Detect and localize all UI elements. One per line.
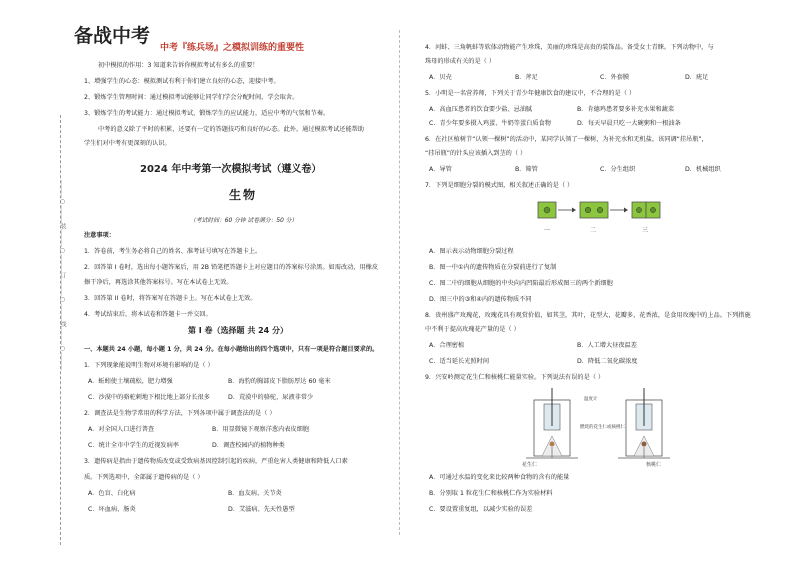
q4-option-c: C．外套膜 — [600, 74, 630, 81]
intro-line-0: 初中模拟的作用：3 知道来告诉你模拟考试有多么的重要！ — [98, 62, 259, 69]
notice-title: 注意事项： — [84, 232, 115, 239]
q9-option-c: C．要设置重复组，以减少实验的误差 — [429, 506, 533, 513]
intro-line-5: 学生们对中考有更深刻的认识。 — [84, 140, 171, 147]
notice-2b: 擦干净后，再选涂其他答案标号。写在本试卷上无效。 — [84, 279, 233, 286]
notice-1: 1．答卷前，考生务必将自己的姓名、准考证号填写在答题卡上。 — [84, 248, 262, 255]
right-column — [400, 0, 794, 562]
q8-option-b: B．人工增大昼夜温差 — [577, 342, 637, 349]
binding-side-text: ………○………装………○………订………○………线………○……… — [59, 180, 66, 370]
intro-line-1: 1、增强学生的心态：模拟测试有利于你们建立良好的心态，迎接中考。 — [84, 78, 280, 85]
q1-option-b: B．海豹的胸部皮下脂肪厚达 60 毫米 — [228, 378, 331, 385]
q7-option-d: D．图三中的③和④内的遗传物质不同 — [429, 296, 532, 303]
q6-option-a: A．导管 — [429, 166, 452, 173]
q5-option-a: A．高血压患者的饮食要少盐、忌油腻 — [429, 106, 533, 113]
q1-option-d: D．荒漠中的骆驼，尿液非常少 — [228, 394, 314, 401]
notice-3: 3．回答第 II 卷时，将答案写在答题卡上。写在本试卷上无效。 — [84, 295, 257, 302]
exam-meta: （考试时间：60 分钟 试卷满分：50 分） — [190, 218, 298, 224]
q7-stem: 7．下列是细胞分裂的模式图，相关叙述正确的是（ ） — [425, 182, 574, 189]
q6-stem-1: 6．在社区植树节“认领一棵树”的活动中，某同学认领了一棵树，为补充水和无机盐，该同调“挂吊瓶”， — [425, 136, 708, 143]
cell-division-figure — [530, 196, 670, 236]
q3-stem-2: 质。下列选项中，全部属于遗传病的是（ ） — [84, 474, 204, 481]
q2-option-a: A．对全国人口进行普查 — [88, 426, 155, 433]
fig-label-3: 三 — [642, 227, 649, 234]
intro-line-4: 中考的意义除了平时的积累，还要有一定的答题技巧和良好的心态。此外，通过模拟考试还能帮助 — [98, 126, 365, 133]
q2-option-b: B．用显微镜下观察洋葱内表皮细胞 — [212, 426, 310, 433]
q9-stem: 9．兴安岭测定花生仁和核桃仁能量实验。下列说法有误的是（ ） — [425, 374, 605, 381]
intro-line-3: 3、锻炼学生的考试能力：通过模拟考试，锻炼学生的应试能力，适应中考的气氛和节奏。 — [84, 110, 330, 117]
q7-option-c: C．图二中的细胞从细胞的中央向内凹陷最后形成图三的两个新细胞 — [429, 280, 613, 287]
notice-4: 4．考试结束后，将本试卷和答题卡一并交回。 — [84, 311, 212, 318]
q2-option-c: C．统计全市中学生的近视发病率 — [88, 442, 179, 449]
q3-option-b: B．血友病、关节炎 — [228, 490, 282, 497]
right-walnut — [642, 442, 647, 447]
subject-title: 生物 — [229, 188, 258, 202]
cell-stage-1-nucleus — [544, 207, 550, 213]
q6-option-d: D．机械组织 — [685, 166, 721, 173]
q3-option-c: C．坏血病、肠炎 — [88, 506, 136, 513]
q1-stem: 1．下列现象能说明生物对环境有影响的是（ ） — [84, 362, 214, 369]
cell-stage-2-nucleus-b — [597, 207, 603, 213]
section-intro: 一、本题共 24 小题，每小题 1 分，共 24 分。在每小题给出的四个选项中，只有一项是符合题目要求的。 — [84, 346, 379, 353]
arrow-1-head — [572, 208, 576, 213]
cell-stage-3a-nucleus — [636, 207, 641, 212]
logo-image — [72, 20, 150, 50]
q4-stem-1: 4．河蚌、三角帆蚌等软体动物能产生珍珠，美丽的珍珠是高贵的装饰品。备受女士青睐。下列动物中，与 — [425, 44, 714, 51]
logo-text: 备战中考 — [74, 25, 150, 47]
q5-option-d: D．每天早晨只吃一大碗粥和一根油条 — [577, 120, 681, 127]
q1-option-a: A．蚯蚓使土壤疏松，肥力增强 — [88, 378, 173, 385]
q4-option-b: B．斧足 — [515, 74, 538, 81]
q2-option-d: D．调查校园内的植物种类 — [212, 442, 285, 449]
q3-option-a: A．色盲、白化病 — [88, 490, 136, 497]
q3-stem-1: 3．遗传病是指由于遗传物质改变或受致病基因控制引起的疾病，严重危害人类健康和降低人口素 — [84, 458, 348, 465]
intro-line-2: 2、锻炼学生管理时间：通过模拟考试能够让同学们学会分配时间，学会取舍。 — [84, 94, 299, 101]
calorimeter-figure — [520, 386, 680, 468]
fig-label-2: 二 — [590, 227, 597, 234]
q2-stem: 2．调查法是生物学常用的科学方法，下列各项中属于调查法的是（ ） — [84, 410, 276, 417]
q8-option-a: A．合理密植 — [429, 342, 465, 349]
arrow-2-head — [624, 208, 628, 213]
label-walnut: 核桃仁 — [646, 462, 662, 468]
q5-stem: 5．小明是一名营养师，下列关于青少年健康饮食的建议中，不合理的是（ ） — [425, 90, 636, 97]
q8-stem-2: 中不利于提高玫瑰花产量的是（ ） — [425, 326, 520, 333]
label-thermometer: 温度计 — [584, 397, 598, 402]
q4-option-d: D．疣足 — [685, 74, 709, 81]
q8-option-d: D．降低二氧化碳浓度 — [577, 358, 638, 365]
q3-option-d: D．艾滋病、先天性愚型 — [228, 506, 295, 513]
q7-option-a: A．图示表示动物细胞分裂过程 — [429, 248, 514, 255]
q4-option-a: A．贝壳 — [429, 74, 452, 81]
q8-stem-1: 8．贵州盛产玫瑰花，玫瑰花具有观赏价值，如其茎，其叶，花型大，花瓣多，花香浓，是食用玫瑰中的上品。下列措施 — [425, 312, 751, 319]
exam-title: 2024 年中考第一次模拟考试（遵义卷） — [140, 164, 322, 175]
cell-stage-2-nucleus-a — [585, 207, 591, 213]
q6-stem-2: “挂吊瓶”的针头应该插入到茎的（ ） — [425, 150, 527, 157]
intro-heading: 中考『练兵场』之模拟训练的重要性 — [160, 43, 305, 53]
q9-option-a: A．可通过水温的变化来比较两种食物的含有的能量 — [429, 474, 570, 481]
label-burning-sample: 燃烧的花生仁或核桃仁 — [580, 425, 625, 430]
q7-option-b: B．图一中①内的遗传物质在分裂前进行了复制 — [429, 264, 557, 271]
q8-option-c: C．适当延长光照时间 — [429, 358, 490, 365]
cell-stage-3b-nucleus — [650, 207, 655, 212]
fig-label-1: 一 — [544, 227, 551, 234]
q1-option-c: C．沙漠中的骆驼刺地下根比地上部分长很多 — [88, 394, 210, 401]
notice-2: 2．回答第 I 卷时，选出每小题答案后，用 2B 铅笔把答题卡上对应题目的答案标号涂黑。如需改动，用橡皮 — [84, 264, 379, 271]
q4-stem-2: 珠母的形成有关的是（ ） — [425, 58, 496, 65]
q9-option-b: B．分别取 1 粒花生仁和核桃仁作为实验材料 — [429, 490, 553, 497]
q6-option-c: C．分生组织 — [600, 166, 636, 173]
left-peanut — [550, 442, 555, 447]
q6-option-b: B．筛管 — [515, 166, 538, 173]
section-heading: 第 I 卷（选择题 共 24 分） — [188, 326, 289, 335]
cell-stage-2 — [580, 202, 608, 218]
q5-option-c: C．青少年要多摄入鸡蛋、牛奶等蛋白质食物 — [429, 120, 551, 127]
label-peanut: 花生仁 — [522, 462, 538, 468]
q5-option-b: B．肯德鸡患者要多补充水果和蔬菜 — [577, 106, 675, 113]
